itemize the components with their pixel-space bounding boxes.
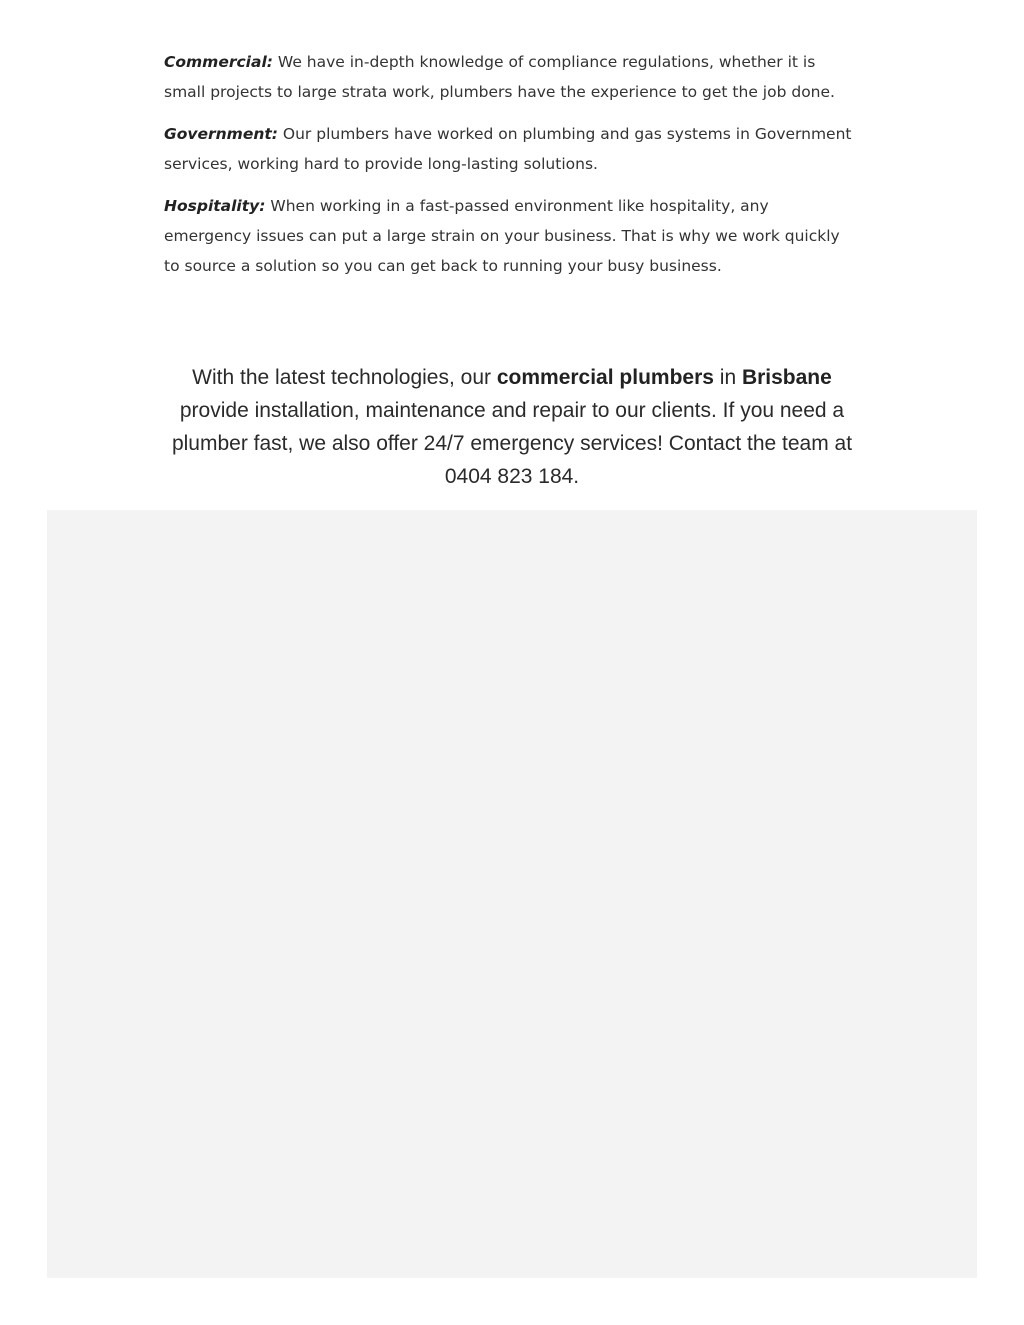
highlight-text-1: With the latest technologies, our	[192, 366, 497, 389]
service-label-hospitality: Hospitality:	[164, 197, 266, 215]
service-sectors	[164, 47, 854, 293]
service-commercial	[164, 47, 854, 107]
service-text-commercial: We have in-depth knowledge of compliance regulations, whether it is small projects to large strata work, plumbers have the experience to get the job done.	[164, 53, 835, 101]
highlight-paragraph	[164, 361, 860, 493]
highlight-text-2: in	[713, 366, 742, 389]
highlight-text-3: provide installation, maintenance and repair to our clients. If you need a plumber fast, we also offer 24/7 emergency services! Contact the team at 0404 823 184.	[171, 399, 853, 488]
service-label-commercial: Commercial:	[164, 53, 273, 71]
commercial-plumbers-strong: commercial plumbers	[496, 366, 714, 389]
service-hospitality	[164, 191, 854, 281]
brisbane-strong: Brisbane	[741, 366, 832, 389]
placeholder-panel	[47, 510, 977, 1278]
service-text-government: Our plumbers have worked on plumbing and gas systems in Government services, working hard to provide long-lasting solutions.	[164, 125, 852, 173]
service-government	[164, 119, 854, 179]
service-text-hospitality: When working in a fast-passed environment like hospitality, any emergency issues can put a large strain on your business. That is why we work quickly to source a solution so you can get back to running your busy business.	[164, 197, 840, 275]
service-label-government: Government:	[164, 125, 278, 143]
